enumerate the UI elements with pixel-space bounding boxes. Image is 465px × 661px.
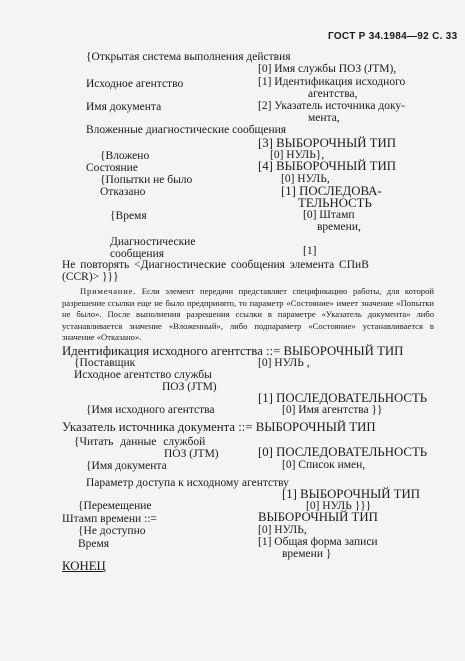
asn1-line: Состояние [86,162,138,174]
asn1-line: [1] Общая форма записи [258,536,378,548]
asn1-line: Идентификация исходного агентства ::= ВЫБОРОЧНЫЙ ТИП [62,344,404,358]
asn1-line: [0] Список имен, [282,459,366,471]
asn1-line: [1] ПОСЛЕДОВА- [281,184,382,198]
asn1-line: Параметр доступа к исходному агентству [86,477,289,489]
asn1-line: [3] ВЫБОРОЧНЫЙ ТИП [258,136,396,150]
asn1-line: ПОЗ (JTM) [164,448,219,460]
asn1-line: ПОЗ (JTM) [162,381,217,393]
asn1-line: {Читать данные службой [74,436,206,448]
note [62,286,434,344]
page-header: ГОСТ Р 34.1984—92 С. 33 [328,31,458,42]
asn1-line: сообщения [110,248,165,260]
asn1-line: [0] НУЛЬ }}} [306,500,372,512]
asn1-line: {Перемещение [78,500,152,512]
asn1-line: (CCR)> }}} [62,271,119,283]
asn1-line: {Имя документа [86,460,167,472]
asn1-line: времени, [317,221,361,233]
note-text: Если элемент передачи представляет спецификацию работы, для которой разрешение ссылки еще не было предпринято, то параметр «Состояние» имеет значение «Попытки не было». После выполнения разрешения ссылки в параметре «Указатель документа» либо устанавливается значение «Вложенный», либо подпараметр «Состояние» устанавливается в значение «Отказано». [62,286,434,342]
asn1-line: [0] НУЛЬ, [281,173,330,185]
asn1-line: {Открытая система выполнения действия [86,51,291,63]
asn1-line: [4] ВЫБОРОЧНЫЙ ТИП [258,159,396,173]
asn1-line: Исходное агентство [86,78,184,90]
asn1-line: {Время [110,210,147,222]
asn1-line: {Имя исходного агентства [86,404,215,416]
asn1-line: ВЫБОРОЧНЫЙ ТИП [258,510,378,524]
asn1-line: времени } [282,548,332,560]
asn1-line: Время [78,538,110,550]
asn1-line: Отказано [100,186,146,198]
asn1-line: Вложенные диагностические сообщения [86,124,287,136]
asn1-line: Исходное агентство службы [74,369,212,381]
asn1-line: [0] ПОСЛЕДОВАТЕЛЬНОСТЬ [258,445,428,459]
asn1-line: [1] ПОСЛЕДОВАТЕЛЬНОСТЬ [258,391,428,405]
asn1-line: {Поставщик [74,357,136,369]
asn1-line: [0] НУЛЬ , [258,357,310,369]
asn1-line: ТЕЛЬНОСТЬ [298,196,372,210]
asn1-line: [0] Имя службы ПОЗ (JTM), [258,63,397,75]
asn1-line: {Не доступно [78,525,146,537]
asn1-line: [2] Указатель источника доку- [258,100,405,112]
asn1-line: Штамп времени ::= [62,513,157,525]
asn1-line: агентства, [308,88,358,100]
asn1-line: мента, [308,112,340,124]
asn1-line: Не повторять <Диагностические сообщения элемента СПиВ [62,259,369,271]
note-label: Примечание. [80,286,137,296]
asn1-line: [1] Идентификация исходного [258,76,406,88]
asn1-line: Указатель источника документа ::= ВЫБОРОЧНЫЙ ТИП [62,420,376,434]
asn1-line: Имя документа [86,101,162,113]
asn1-line: [0] НУЛЬ, [258,524,307,536]
asn1-line: {Вложено [100,150,150,162]
asn1-line: Диагностические [110,236,196,248]
end-keyword: КОНЕЦ [62,559,106,573]
asn1-line: [0] Штамп [303,209,355,221]
asn1-line: {Попытки не было [100,174,193,186]
asn1-line: [1] ВЫБОРОЧНЫЙ ТИП [282,487,420,501]
asn1-line: [1] [303,245,317,257]
asn1-line: [0] НУЛЬ}, [270,149,325,161]
asn1-line: [0] Имя агентства }} [282,404,383,416]
